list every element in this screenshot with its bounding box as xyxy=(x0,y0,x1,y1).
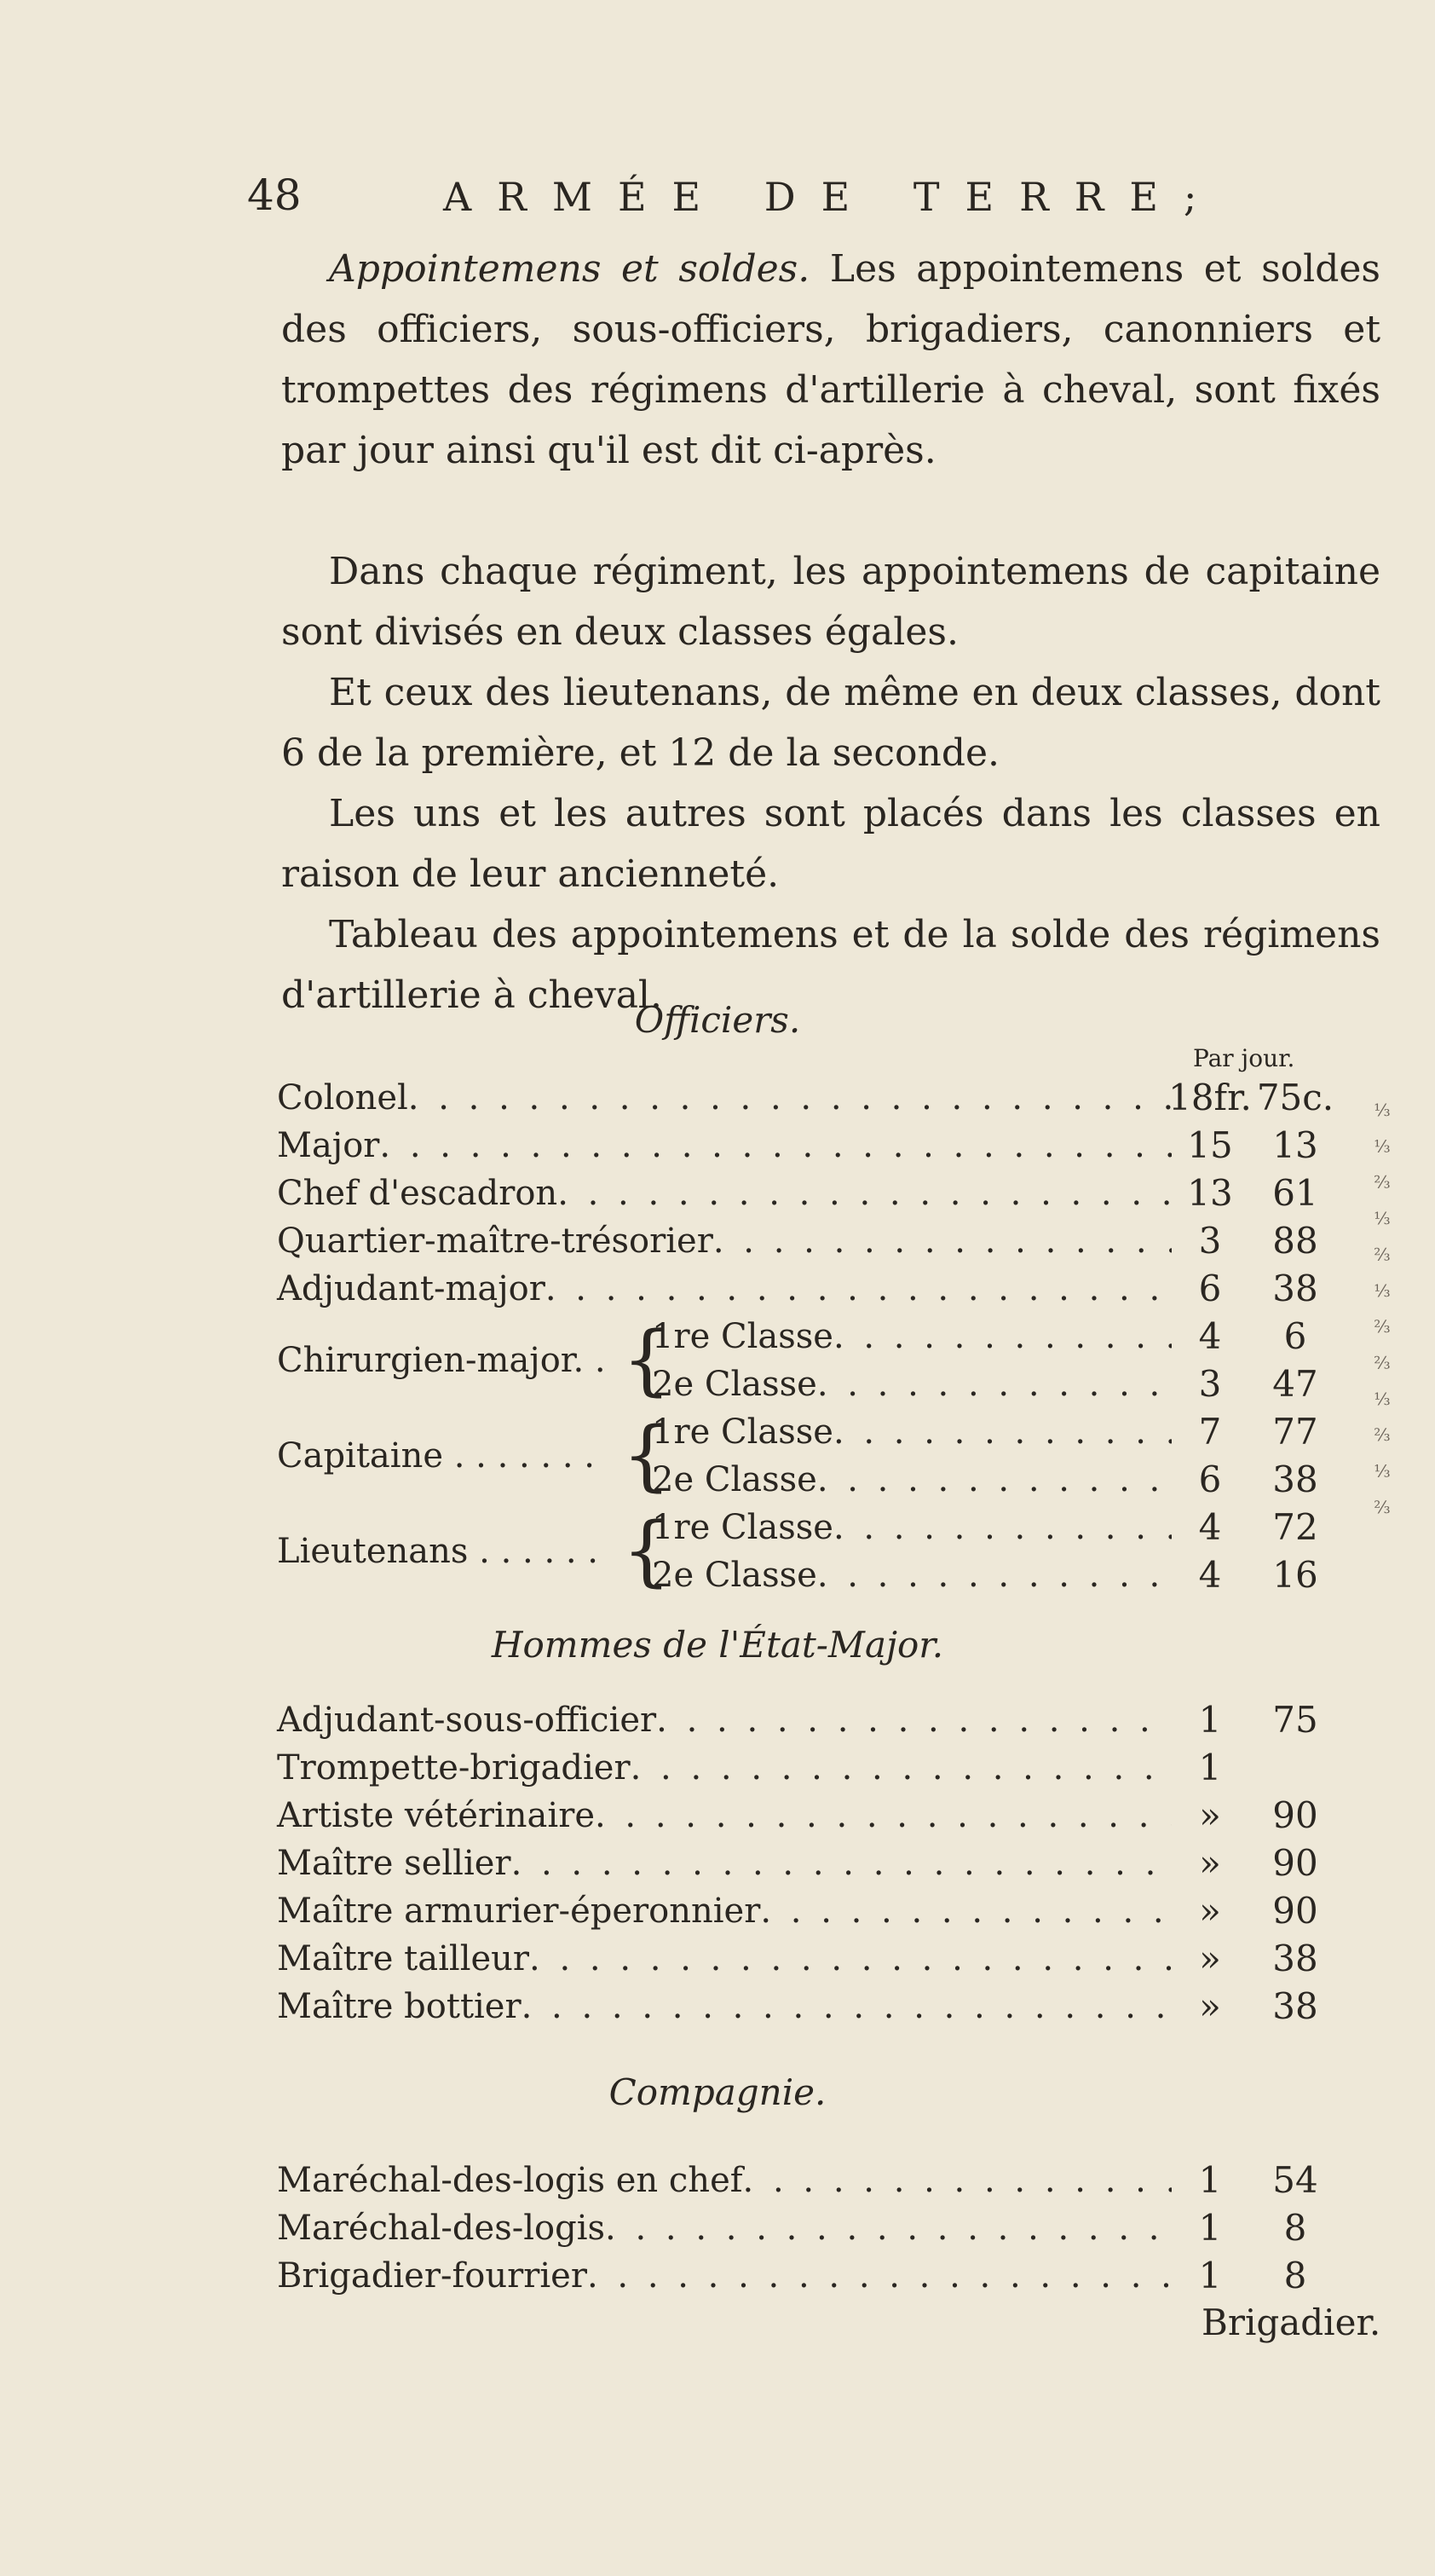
paragraph-text: Et ceux des lieutenans, de même en deux classes, dont 6 de la première, et 12 de la seconde. xyxy=(281,671,1380,775)
table-row: Maître armurier-éperonnier . . . xyxy=(277,1887,1172,1935)
paragraph-text: Les uns et les autres sont placés dans les classes en raison de leur ancienneté. xyxy=(281,792,1380,896)
table-row: Brigadier-fourrier . . . xyxy=(277,2252,1172,2300)
value-centimes: 54 xyxy=(1272,2159,1318,2201)
value-francs: 4 xyxy=(1198,1315,1222,1357)
section-heading-compagnie: Compagnie. xyxy=(608,2071,827,2113)
table-row: Maître bottier . . . xyxy=(277,1983,1172,2030)
table-group-capitaine xyxy=(277,1408,1172,1504)
value-francs: 15 xyxy=(1187,1124,1233,1166)
table-row: Adjudant-major . . . xyxy=(277,1265,1172,1313)
section-heading-officiers: Officiers. xyxy=(634,999,801,1041)
class-row: 2e Classe . . . xyxy=(652,1360,1172,1408)
value-francs: 1 xyxy=(1198,1699,1222,1741)
table-row: Trompette-brigadier . . . xyxy=(277,1744,1172,1792)
page-number: 48 xyxy=(247,170,302,220)
value-centimes: 16 xyxy=(1272,1554,1318,1596)
table-row: Maître tailleur . . . xyxy=(277,1935,1172,1983)
paragraph-appointemens xyxy=(281,239,1380,481)
value-francs: 1 xyxy=(1198,2159,1222,2201)
margin-scribble: ⅓ ⅓ ⅔ ⅓ ⅔ ⅓ ⅔ ⅔ ⅓ ⅔ ⅓ ⅔ xyxy=(1372,1100,1392,1522)
value-centimes: 38 xyxy=(1272,1268,1318,1309)
table-group-lieutenans xyxy=(277,1504,1172,1599)
value-francs: 3 xyxy=(1198,1220,1222,1262)
value-francs: » xyxy=(1199,1985,1221,2027)
paragraph-text: Les appointemens et soldes des officiers, sous-officiers, brigadiers, canonniers et trompettes des régimens d'artillerie à cheval, sont fixés par jour ainsi qu'il est dit ci-après. xyxy=(281,247,1381,472)
value-centimes: 61 xyxy=(1272,1172,1318,1214)
section-heading-etat-major: Hommes de l'État-Major. xyxy=(491,1624,944,1666)
running-title: ARMÉE DE TERRE; xyxy=(443,174,1223,220)
table-row: Colonel . . . xyxy=(277,1074,1172,1122)
value-centimes: 8 xyxy=(1283,2255,1307,2296)
value-centimes: 75c. xyxy=(1256,1077,1334,1118)
paragraph-text: Tableau des appointemens et de la solde des régimens d'artillerie à cheval. xyxy=(281,913,1380,1017)
brace-glyph: { xyxy=(622,1411,671,1500)
value-centimes: 8 xyxy=(1283,2207,1307,2249)
value-centimes: 38 xyxy=(1272,1458,1318,1500)
value-francs: 4 xyxy=(1198,1506,1222,1548)
table-row: Major . . . xyxy=(277,1122,1172,1170)
value-centimes: 90 xyxy=(1272,1794,1318,1836)
value-centimes: 88 xyxy=(1272,1220,1318,1262)
group-label: Chirurgien-major. . xyxy=(277,1341,606,1380)
column-header: Par jour. xyxy=(1193,1044,1295,1072)
class-row: 1re Classe . . . xyxy=(652,1408,1172,1456)
value-francs: » xyxy=(1199,1794,1221,1836)
table-group-chirurgien xyxy=(277,1313,1172,1408)
value-francs: 18fr. xyxy=(1168,1077,1252,1118)
value-francs: 1 xyxy=(1198,2207,1222,2249)
value-francs: 3 xyxy=(1198,1363,1222,1405)
value-francs: 1 xyxy=(1198,2255,1222,2296)
page-header xyxy=(247,170,1355,239)
table-row: Maître sellier . . . xyxy=(277,1840,1172,1887)
value-centimes: 72 xyxy=(1272,1506,1318,1548)
value-centimes: 13 xyxy=(1272,1124,1318,1166)
value-francs: 1 xyxy=(1198,1747,1222,1788)
value-centimes: 77 xyxy=(1272,1411,1318,1453)
value-francs: » xyxy=(1199,1938,1221,1979)
value-centimes: 47 xyxy=(1272,1363,1318,1405)
paragraph-anciennete xyxy=(281,783,1380,904)
group-label: Capitaine . . . . . . . xyxy=(277,1436,596,1476)
value-francs: 4 xyxy=(1198,1554,1222,1596)
brace-glyph: { xyxy=(622,1315,671,1405)
value-francs: 6 xyxy=(1198,1458,1222,1500)
value-francs: » xyxy=(1199,1842,1221,1884)
paragraph-lieutenans-classes xyxy=(281,662,1380,783)
table-row: Adjudant-sous-officier . . . xyxy=(277,1696,1172,1744)
paragraph-lead: Appointemens et soldes. xyxy=(329,247,810,291)
class-row: 2e Classe . . . xyxy=(652,1551,1172,1599)
class-row: 1re Classe . . . xyxy=(652,1504,1172,1551)
group-label: Lieutenans . . . . . . xyxy=(277,1532,599,1571)
table-row: Maréchal-des-logis en chef . . . xyxy=(277,2157,1172,2204)
paragraph-text: Dans chaque régiment, les appointemens de capitaine sont divisés en deux classes égales. xyxy=(281,550,1380,654)
value-francs: 13 xyxy=(1187,1172,1233,1214)
table-row: Quartier-maître-trésorier . . . xyxy=(277,1217,1172,1265)
brace-glyph: { xyxy=(622,1506,671,1596)
table-row: Maréchal-des-logis . . . xyxy=(277,2204,1172,2252)
paragraph-capitaine-classes xyxy=(281,541,1380,662)
catchword: Brigadier. xyxy=(1202,2302,1381,2343)
value-francs: 7 xyxy=(1198,1411,1222,1453)
value-centimes: 90 xyxy=(1272,1890,1318,1932)
value-francs: 6 xyxy=(1198,1268,1222,1309)
table-row: Chef d'escadron . . . xyxy=(277,1170,1172,1217)
value-centimes: 75 xyxy=(1272,1699,1318,1741)
table-row: Artiste vétérinaire . . . xyxy=(277,1792,1172,1840)
class-row: 1re Classe . . . xyxy=(652,1313,1172,1360)
value-centimes: 38 xyxy=(1272,1938,1318,1979)
class-row: 2e Classe . . . xyxy=(652,1456,1172,1504)
value-centimes: 90 xyxy=(1272,1842,1318,1884)
value-centimes: 6 xyxy=(1283,1315,1307,1357)
value-francs: » xyxy=(1199,1890,1221,1932)
value-centimes: 38 xyxy=(1272,1985,1318,2027)
